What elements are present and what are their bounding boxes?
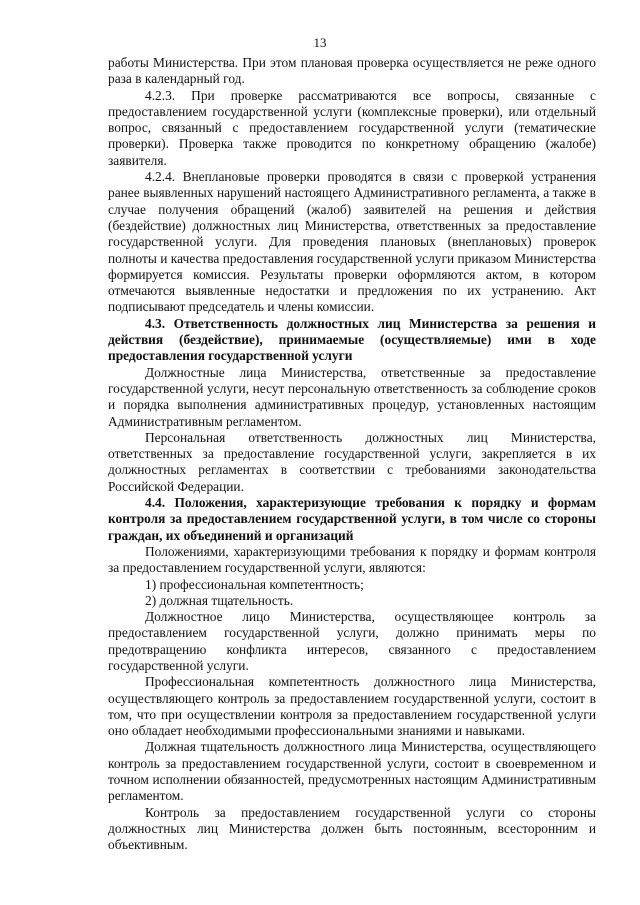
paragraph: Контроль за предоставлением государственной услуги со стороны должностных лиц Министерства должен быть постоянным, всесторонним и объективным. [108, 804, 596, 853]
paragraph: Должностное лицо Министерства, осуществляющее контроль за предоставлением государственной услуги, должно принимать меры по предотвращению конфликта интересов, связанного с предоставлением государственной услуги. [108, 609, 596, 673]
section-heading: 4.3. Ответственность должностных лиц Министерства за решения и действия (бездействие), принимаемые (осуществляемые) ими в ходе предоставления государственной услуги [108, 315, 596, 364]
paragraph: 4.2.3. При проверке рассматриваются все вопросы, связанные с предоставлением государственной услуги (комплексные проверки), или отдельный вопрос, связанный с предоставлением государственной услуги (тематические проверки). Проверка также проводится по конкретному обращению (жалобе) заявителя. [108, 87, 596, 168]
paragraph: Профессиональная компетентность должностного лица Министерства, осуществляющего контроль за предоставлением государственной услуги, состоит в том, что при осуществлении контроля за предоставлением государственной услуги оно обладает необходимыми профессиональными знаниями и навыками. [108, 674, 596, 739]
paragraph: Персональная ответственность должностных лиц Министерства, ответственных за предоставление государственной услуги, закрепляется в их должностных регламентах в соответствии с требованиями законодательства Российской Федерации. [108, 429, 596, 494]
paragraph: Должная тщательность должностного лица Министерства, осуществляющего контроль за предоставлением государственной услуги, состоит в своевременном и точном исполнении обязанностей, предусмотренных настоящим Административным регламентом. [108, 739, 596, 804]
document-body [108, 55, 596, 854]
paragraph: 4.2.4. Внеплановые проверки проводятся в связи с проверкой устранения ранее выявленных нарушений настоящего Административного регламента, а также в случае получения обращений (жалоб) заявителей на решения и действия (бездействие) должностных лиц Министерства, ответственных за предоставление государственной услуги. Для проведения плановых (внеплановых) проверок полноты и качества предоставления государственной услуги приказом Министерства формируется комиссия. Результаты проверки оформляются актом, в котором отмечаются выявленные недостатки и предложения по их устранению. Акт подписывают председатель и члены комиссии. [108, 169, 596, 315]
list-item: 2) должная тщательность. [145, 592, 294, 608]
paragraph: Должностные лица Министерства, ответственные за предоставление государственной услуги, несут персональную ответственность за соблюдение сроков и порядка выполнения административных процедур, установленных настоящим Административным регламентом. [108, 364, 596, 429]
paragraph: работы Министерства. При этом плановая проверка осуществляется не реже одного раза в календарный год. [108, 55, 596, 87]
paragraph: Положениями, характеризующими требования к порядку и формам контроля за предоставлением государственной услуги, являются: [108, 543, 596, 576]
section-heading: 4.4. Положения, характеризующие требования к порядку и формам контроля за предоставлением государственной услуги, в том числе со стороны граждан, их объединений и организаций [108, 495, 596, 543]
list-item: 1) профессиональная компетентность; [145, 576, 364, 592]
page-number: 13 [313, 35, 327, 50]
